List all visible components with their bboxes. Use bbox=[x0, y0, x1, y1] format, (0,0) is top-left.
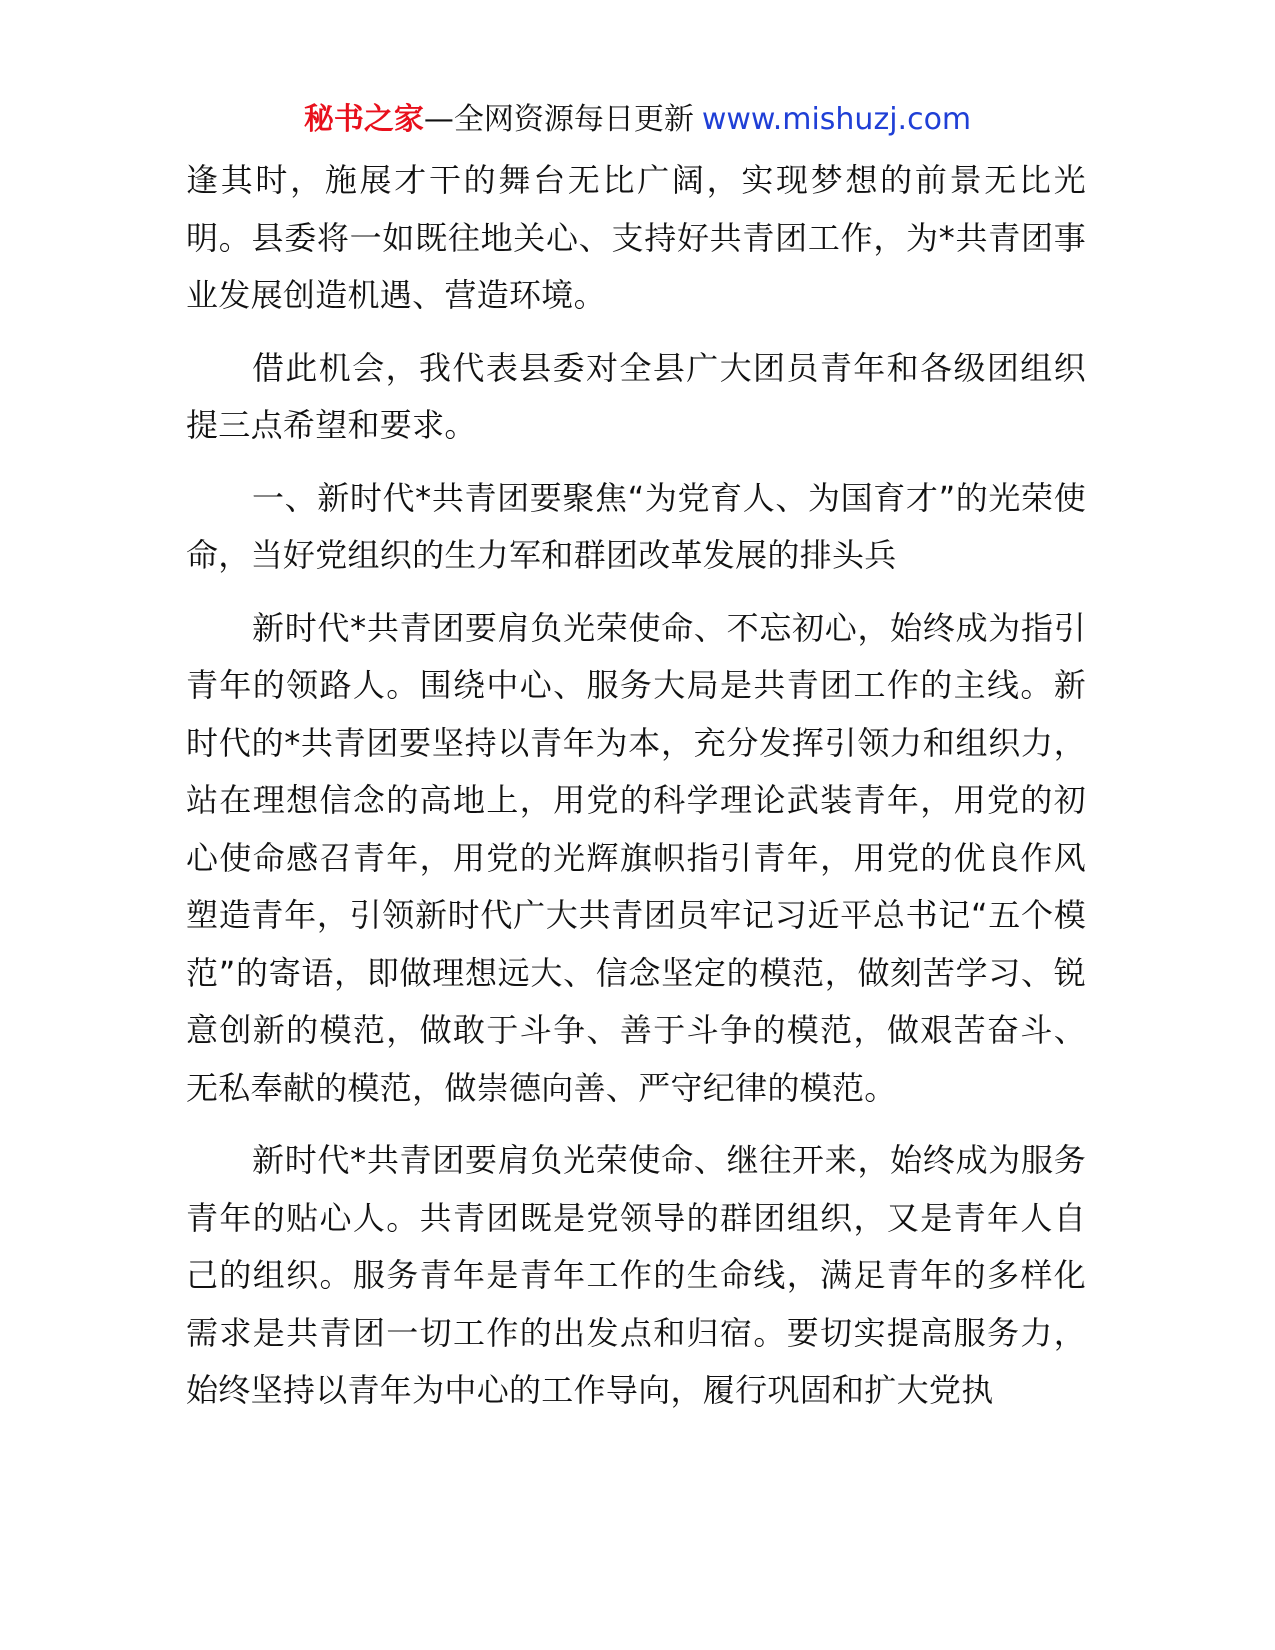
page-header bbox=[0, 98, 1275, 142]
paragraph-intro: 借此机会，我代表县委对全县广大团员青年和各级团组织提三点希望和要求。 bbox=[186, 348, 1086, 444]
paragraph-continuation: 逢其时，施展才干的舞台无比广阔，实现梦想的前景无比光明。县委将一如既往地关心、支持好共青团工作，为*共青团事业发展创造机遇、营造环境。 bbox=[186, 161, 1086, 314]
document-body bbox=[186, 152, 1086, 1435]
section-heading-1: 一、新时代*共青团要聚焦“为党育人、为国育才”的光荣使命，当好党组织的生力军和群团改革发展的排头兵 bbox=[186, 478, 1086, 574]
site-brand: 秘书之家 bbox=[303, 102, 424, 137]
site-slogan: —全网资源每日更新 bbox=[423, 102, 694, 137]
paragraph-body: 新时代*共青团要肩负光荣使命、继往开来，始终成为服务青年的贴心人。共青团既是党领导的群团组织，又是青年人自己的组织。服务青年是青年工作的生命线，满足青年的多样化需求是共青团一切工作的出发点和归宿。要切实提高服务力，始终坚持以青年为中心的工作导向，履行巩固和扩大党执 bbox=[186, 1141, 1086, 1409]
site-url-link[interactable]: www.mishuzj.com bbox=[701, 102, 972, 137]
paragraph-body: 新时代*共青团要肩负光荣使命、不忘初心，始终成为指引青年的领路人。围绕中心、服务大局是共青团工作的主线。新时代的*共青团要坚持以青年为本，充分发挥引领力和组织力，站在理想信念的高地上，用党的科学理论武装青年，用党的初心使命感召青年，用党的光辉旗帜指引青年，用党的优良作风塑造青年，引领新时代广大共青团员牢记习近平总书记“五个模范”的寄语，即做理想远大、信念坚定的模范，做刻苦学习、锐意创新的模范，做敢于斗争、善于斗争的模范，做艰苦奋斗、无私奉献的模范，做崇德向善、严守纪律的模范。 bbox=[186, 608, 1086, 1107]
